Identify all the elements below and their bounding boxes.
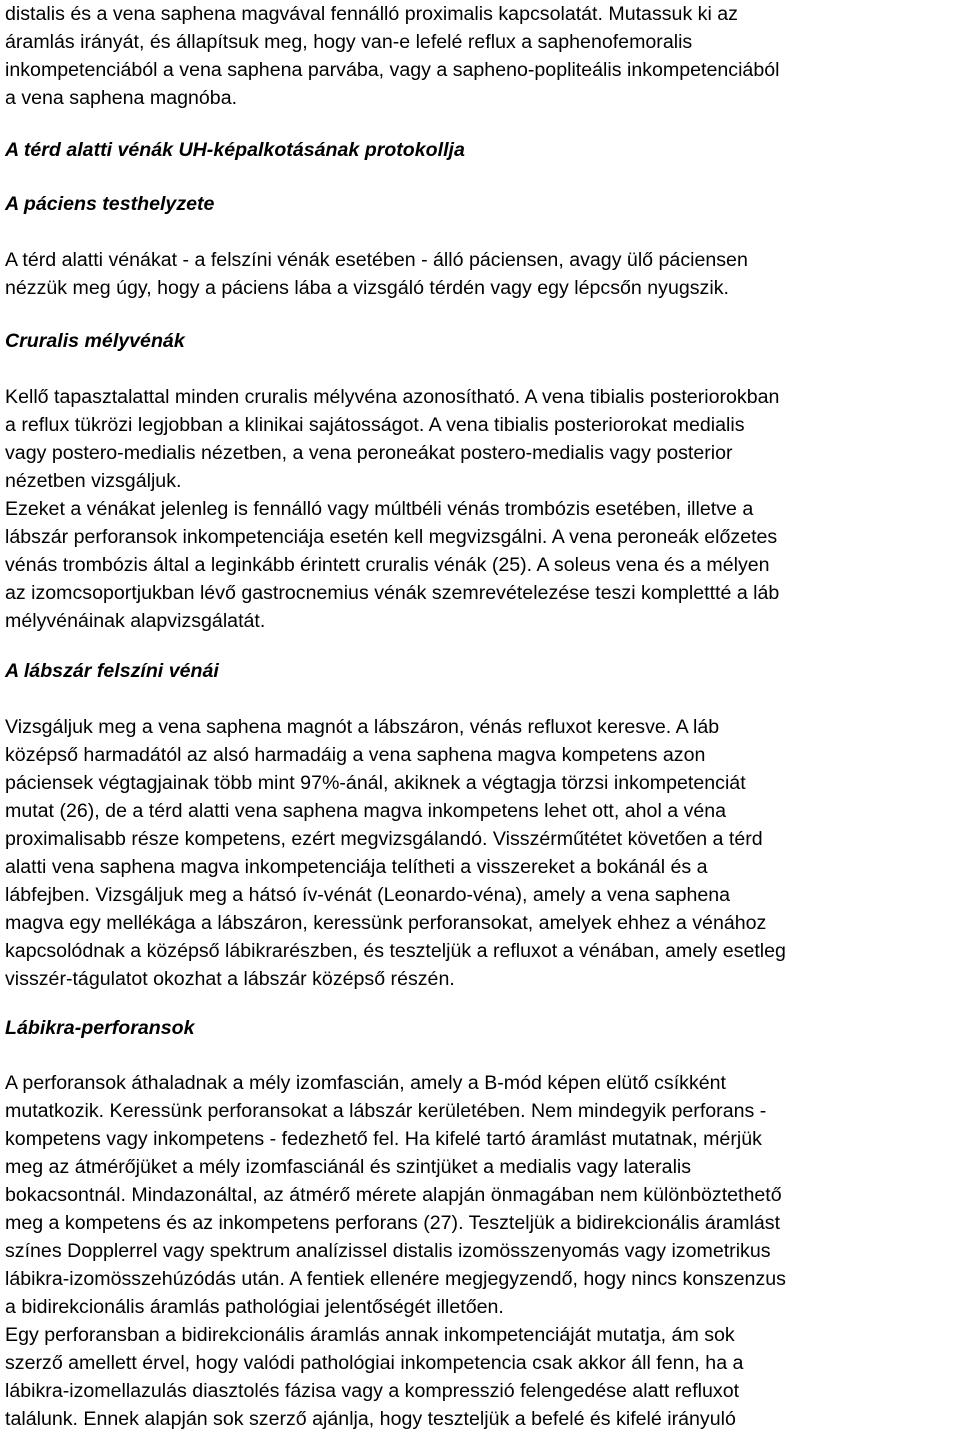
text-line: Vizsgáljuk meg a vena saphena magnót a lábszáron, vénás refluxot keresve. A láb <box>5 716 720 738</box>
text-line: lábfejben. Vizsgáljuk meg a hátsó ív-vénát (Leonardo-véna), amely a vena saphena <box>5 884 731 906</box>
text-line: Kellő tapasztalattal minden cruralis mélyvéna azonosítható. A vena tibialis posteriorokban <box>5 386 780 408</box>
section-heading-position: A páciens testhelyzete <box>5 193 215 215</box>
text-line: színes Dopplerrel vagy spektrum analízissel distalis izomösszenyomás vagy izometrikus <box>5 1240 771 1262</box>
text-line: meg a kompetens és az inkompetens perforans (27). Teszteljük a bidirekcionális áramlást <box>5 1212 781 1234</box>
text-line: találunk. Ennek alapján sok szerző ajánlja, hogy teszteljük a befelé és kifelé irányuló <box>5 1408 736 1430</box>
text-line: az izomcsoportjukban lévő gastrocnemius vénák szemrevételezése teszi komplettté a láb <box>5 582 780 604</box>
position-paragraph <box>5 246 748 302</box>
text-line: visszér-tágulatot okozhat a lábszár középső részén. <box>5 968 455 990</box>
text-line: A perforansok áthaladnak a mély izomfascián, amely a B-mód képen elütő csíkként <box>5 1072 726 1094</box>
text-line: vénás trombózis által a leginkább érintett cruralis vénák (25). A soleus vena és a mélyen <box>5 554 770 576</box>
text-line: A térd alatti vénákat - a felszíni vénák esetében - álló páciensen, avagy ülő páciensen <box>5 249 748 271</box>
perforans-paragraph <box>5 1069 786 1433</box>
text-line: Egy perforansban a bidirekcionális áramlás annak inkompetenciáját mutatja, ám sok <box>5 1324 735 1346</box>
text-line: magva egy mellékága a lábszáron, keressünk perforansokat, amelyek ehhez a vénához <box>5 912 767 934</box>
text-line: kompetens vagy inkompetens - fedezhető fel. Ha kifelé tartó áramlást mutatnak, mérjük <box>5 1128 762 1150</box>
text-line: kapcsolódnak a középső lábikrarészben, és teszteljük a refluxot a vénában, amely esetleg <box>5 940 786 962</box>
text-line: vagy postero-medialis nézetben, a vena peroneákat postero-medialis vagy posterior <box>5 442 733 464</box>
text-line: alatti vena saphena magva inkompetenciája telítheti a visszereket a bokánál és a <box>5 856 708 878</box>
text-line: nézetben vizsgáljuk. <box>5 470 182 492</box>
text-line: középső harmadától az alsó harmadáig a vena saphena magva kompetens azon <box>5 744 706 766</box>
text-line: páciensek végtagjainak több mint 97%-ánál, akiknek a végtagja törzsi inkompetenciát <box>5 772 746 794</box>
text-line: a vena saphena magnóba. <box>5 87 238 109</box>
text-line: inkompetenciából a vena saphena parvába, vagy a sapheno-popliteális inkompetenciából <box>5 59 780 81</box>
text-line: meg az átmérőjüket a mély izomfasciánál és szintjüket a medialis vagy lateralis <box>5 1156 692 1178</box>
text-line: lábikra-izomösszehúzódás után. A fentiek ellenére megjegyzendő, hogy nincs konszenzus <box>5 1268 786 1290</box>
section-heading-cruralis: Cruralis mélyvénák <box>5 330 185 352</box>
section-heading-superficial: A lábszár felszíni vénái <box>5 660 219 682</box>
superficial-paragraph <box>5 713 786 993</box>
text-line: áramlás irányát, és állapítsuk meg, hogy van-e lefelé reflux a saphenofemoralis <box>5 31 693 53</box>
text-line: lábszár perforansok inkompetenciája esetén kell megvizsgálni. A vena peroneák előzetes <box>5 526 778 548</box>
text-line: szerző amellett érvel, hogy valódi pathológiai inkompetencia csak akkor áll fenn, ha a <box>5 1352 744 1374</box>
text-line: mutat (26), de a térd alatti vena saphena magva inkompetens lehet ott, ahol a véna <box>5 800 727 822</box>
text-line: nézzük meg úgy, hogy a páciens lába a vizsgáló térdén vagy egy lépcsőn nyugszik. <box>5 277 729 299</box>
text-line: distalis és a vena saphena magvával fennálló proximalis kapcsolatát. Mutassuk ki az <box>5 3 738 25</box>
intro-paragraph <box>5 0 779 112</box>
text-line: proximalisabb része kompetens, ezért megvizsgálandó. Visszérműtétet követően a térd <box>5 828 763 850</box>
text-line: lábikra-izomellazulás diasztolés fázisa vagy a kompresszió felengedése alatt refluxot <box>5 1380 740 1402</box>
text-line: Ezeket a vénákat jelenleg is fennálló vagy múltbéli vénás trombózis esetében, illetve a <box>5 498 754 520</box>
text-line: mutatkozik. Keressünk perforansokat a lábszár kerületében. Nem mindegyik perforans - <box>5 1100 767 1122</box>
text-line: bokacsontnál. Mindazonáltal, az átmérő mérete alapján önmagában nem különböztethető <box>5 1184 782 1206</box>
cruralis-paragraph <box>5 383 779 635</box>
section-heading-protocol: A térd alatti vénák UH-képalkotásának protokollja <box>5 139 465 161</box>
text-line: a bidirekcionális áramlás pathológiai jelentőségét illetően. <box>5 1296 504 1318</box>
text-line: a reflux tükrözi legjobban a klinikai sajátosságot. A vena tibialis posteriorokat medialis <box>5 414 745 436</box>
section-heading-perforans: Lábikra-perforansok <box>5 1017 195 1039</box>
text-line: mélyvénáinak alapvizsgálatát. <box>5 610 266 632</box>
